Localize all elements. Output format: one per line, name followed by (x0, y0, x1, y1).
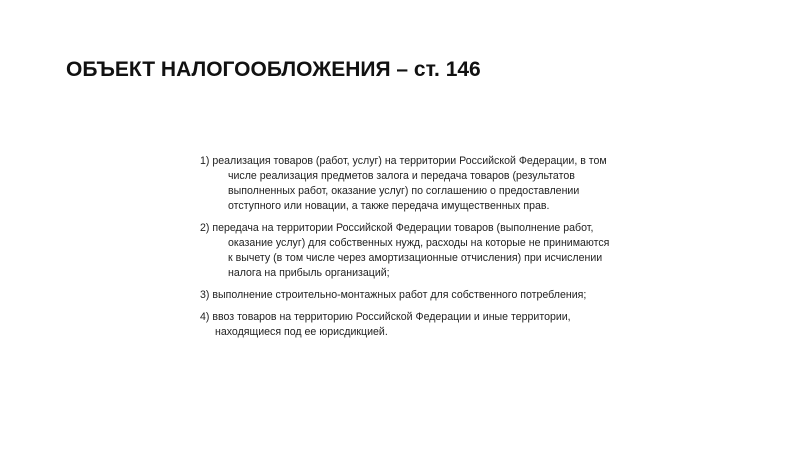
taxation-object-list (200, 154, 610, 347)
list-item-2: 2) передача на территории Российской Федерации товаров (выполнение работ, оказание услуг) для собственных нужд, расходы на которые не принимаются к вычету (в том числе через амортизационные отчисления) при исчислении налога на прибыль организаций; (200, 222, 610, 279)
list-item-1: 1) реализация товаров (работ, услуг) на территории Российской Федерации, в том числе реализация предметов залога и передача товаров (результатов выполненных работ, оказание услуг) по соглашению о предоставлении отступного или новации, а также передача имущественных прав. (200, 155, 607, 212)
slide-title: ОБЪЕКТ НАЛОГООБЛОЖЕНИЯ – ст. 146 (66, 58, 481, 81)
list-item-4: 4) ввоз товаров на территорию Российской Федерации и иные территории, находящиеся под ее юрисдикцией. (200, 311, 571, 338)
list-item-3: 3) выполнение строительно-монтажных работ для собственного потребления; (200, 289, 587, 301)
